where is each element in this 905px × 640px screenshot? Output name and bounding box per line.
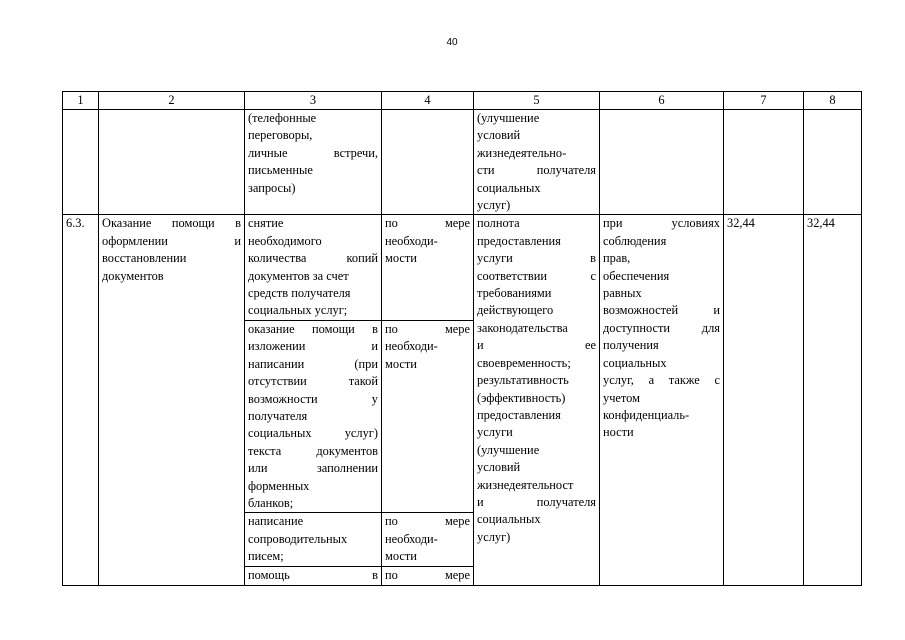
text-line: необходи- bbox=[385, 233, 438, 248]
text-line: ности bbox=[603, 425, 634, 440]
text-line: Оказание помощи в bbox=[102, 216, 241, 231]
header-cell-5: 5 bbox=[474, 92, 600, 110]
text-line: действующего bbox=[477, 303, 554, 318]
text-line: социальных bbox=[603, 355, 667, 370]
text-line: (телефонные bbox=[248, 111, 317, 125]
quality-criteria bbox=[474, 215, 600, 585]
cont-cell-name bbox=[99, 110, 245, 215]
text-line: социальных bbox=[477, 180, 541, 195]
text-line: доступности для bbox=[603, 320, 720, 335]
text-line: оказание помощи в bbox=[248, 321, 378, 336]
text-line: сопроводительных bbox=[248, 531, 348, 546]
header-cell-7: 7 bbox=[724, 92, 804, 110]
text-line: написании (при bbox=[248, 356, 378, 371]
cont-service-lines bbox=[248, 110, 378, 197]
header-cell-3: 3 bbox=[245, 92, 382, 110]
subservice-3-frequency bbox=[382, 513, 474, 567]
text-line: конфиденциаль- bbox=[603, 407, 690, 422]
subservice-1-frequency bbox=[382, 215, 474, 320]
text-line: социальных bbox=[477, 512, 541, 527]
text-line: и получателя bbox=[477, 494, 596, 509]
subservice-1-frequency-lines bbox=[385, 215, 470, 267]
text-line: получения bbox=[603, 338, 659, 353]
row-number: 6.3. bbox=[63, 215, 99, 585]
header-cell-8: 8 bbox=[804, 92, 862, 110]
text-line: социальных услуг; bbox=[248, 303, 348, 318]
cont-quality-lines bbox=[477, 110, 596, 214]
header-cell-2: 2 bbox=[99, 92, 245, 110]
text-line: по мере bbox=[385, 514, 470, 529]
text-line: соблюдения bbox=[603, 233, 667, 248]
text-line: требованиями bbox=[477, 286, 552, 301]
cont-cell-frequency bbox=[382, 110, 474, 215]
page-number: 40 bbox=[446, 37, 458, 48]
text-line: помощь в bbox=[248, 568, 378, 583]
text-line: по мере bbox=[385, 321, 470, 336]
conditions-text bbox=[600, 215, 724, 585]
text-line: при условиях bbox=[603, 216, 720, 231]
header-cell-4: 4 bbox=[382, 92, 474, 110]
subservice-1-text bbox=[245, 215, 382, 320]
text-line: необходи- bbox=[385, 531, 438, 546]
text-line: писем; bbox=[248, 549, 284, 564]
text-line: равных bbox=[603, 286, 642, 301]
header-cell-1: 1 bbox=[63, 92, 99, 110]
service-name-lines bbox=[102, 215, 241, 285]
text-line: предоставления bbox=[477, 407, 561, 422]
text-line: по мере bbox=[385, 216, 470, 231]
text-line: отсутствии такой bbox=[248, 374, 378, 389]
value-col-7: 32,44 bbox=[724, 215, 804, 585]
text-line: и ее bbox=[477, 338, 596, 353]
text-line: соответствии с bbox=[477, 268, 596, 283]
subservice-2-frequency bbox=[382, 320, 474, 512]
table-header-row bbox=[63, 92, 862, 110]
cont-cell-service bbox=[245, 110, 382, 215]
text-line: текста документов bbox=[248, 443, 378, 458]
text-line: запросы) bbox=[248, 180, 296, 195]
text-line: мости bbox=[385, 356, 417, 371]
text-line: своевременность; bbox=[477, 355, 571, 370]
text-line: законодательства bbox=[477, 320, 568, 335]
subservice-3-frequency-lines bbox=[385, 513, 470, 565]
table-row-6-3-part1 bbox=[63, 215, 862, 320]
text-line: снятие bbox=[248, 216, 284, 231]
text-line: необходи- bbox=[385, 339, 438, 354]
subservice-2-text bbox=[245, 320, 382, 512]
text-line: предоставления bbox=[477, 233, 561, 248]
subservice-3-lines bbox=[248, 513, 378, 565]
text-line: прав, bbox=[603, 251, 631, 266]
text-line: количества копий bbox=[248, 251, 378, 266]
text-line: (эффективность) bbox=[477, 390, 566, 405]
text-line: письменные bbox=[248, 163, 313, 178]
text-line: по мере bbox=[385, 568, 470, 583]
text-line: сти получателя bbox=[477, 163, 596, 178]
text-line: жизнедеятельност bbox=[477, 477, 574, 492]
cont-cell-7 bbox=[724, 110, 804, 215]
subservice-3-text bbox=[245, 513, 382, 567]
subservice-4-text bbox=[245, 567, 382, 585]
text-line: (улучшение bbox=[477, 442, 540, 457]
text-line: восстановлении bbox=[102, 251, 187, 266]
text-line: возможности у bbox=[248, 391, 378, 406]
cont-cell-quality bbox=[474, 110, 600, 215]
cont-cell-number bbox=[63, 110, 99, 215]
text-line: (улучшение bbox=[477, 111, 540, 125]
service-name bbox=[99, 215, 245, 585]
text-line: условий bbox=[477, 128, 521, 143]
header-cell-6: 6 bbox=[600, 92, 724, 110]
text-line: переговоры, bbox=[248, 128, 313, 143]
text-line: написание bbox=[248, 514, 304, 529]
text-line: услуг) bbox=[477, 198, 511, 213]
text-line: бланков; bbox=[248, 495, 294, 510]
text-line: услуг, а также с bbox=[603, 373, 720, 388]
text-line: обеспечения bbox=[603, 268, 670, 283]
text-line: форменных bbox=[248, 478, 310, 493]
cont-cell-8 bbox=[804, 110, 862, 215]
text-line: средств получателя bbox=[248, 286, 351, 301]
text-line: необходимого bbox=[248, 233, 322, 248]
text-line: изложении и bbox=[248, 339, 378, 354]
value-col-8: 32,44 bbox=[804, 215, 862, 585]
cont-cell-conditions bbox=[600, 110, 724, 215]
subservice-1-lines bbox=[248, 215, 378, 319]
text-line: жизнедеятельно- bbox=[477, 145, 567, 160]
text-line: или заполнении bbox=[248, 461, 378, 476]
quality-criteria-lines bbox=[477, 215, 596, 546]
text-line: документов за счет bbox=[248, 268, 349, 283]
conditions-lines bbox=[603, 215, 720, 441]
text-line: учетом bbox=[603, 390, 640, 405]
text-line: оформлении и bbox=[102, 233, 241, 248]
text-line: условий bbox=[477, 460, 521, 475]
text-line: возможностей и bbox=[603, 303, 720, 318]
text-line: полнота bbox=[477, 216, 520, 231]
subservice-4-frequency bbox=[382, 567, 474, 585]
text-line: личные встречи, bbox=[248, 145, 378, 160]
subservice-4-frequency-lines bbox=[385, 567, 470, 584]
text-line: получателя bbox=[248, 408, 308, 423]
continuation-row bbox=[63, 110, 862, 215]
subservice-2-frequency-lines bbox=[385, 321, 470, 373]
text-line: услуги в bbox=[477, 251, 596, 266]
subservice-2-lines bbox=[248, 321, 378, 512]
text-line: мости bbox=[385, 549, 417, 564]
text-line: результативность bbox=[477, 373, 569, 388]
services-table bbox=[62, 91, 862, 586]
subservice-4-lines bbox=[248, 567, 378, 584]
text-line: услуги bbox=[477, 425, 513, 440]
text-line: мости bbox=[385, 251, 417, 266]
text-line: документов bbox=[102, 268, 164, 283]
text-line: социальных услуг) bbox=[248, 426, 378, 441]
text-line: услуг) bbox=[477, 529, 511, 544]
